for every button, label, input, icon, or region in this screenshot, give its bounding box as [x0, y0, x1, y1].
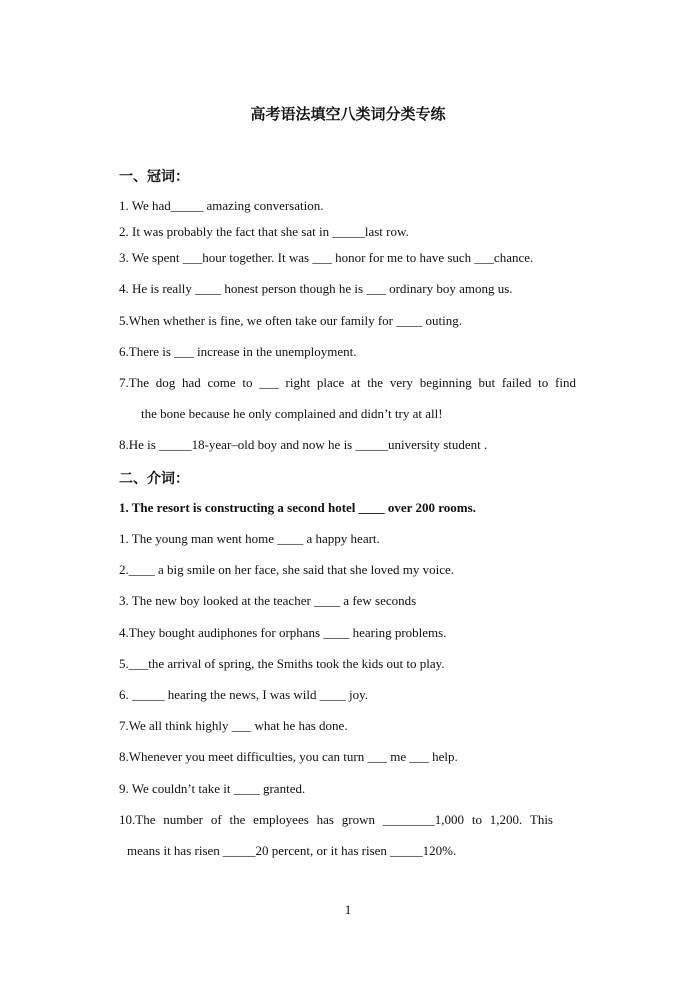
section-heading-prepositions: 二、介词：: [119, 471, 189, 487]
preposition-question-7: 7.We all think highly ___ what he has done.: [119, 718, 348, 733]
article-question-4: 4. He is really ____ honest person though he is ___ ordinary boy among us.: [119, 281, 513, 296]
preposition-question-10: 10.The number of the employees has grown ________1,000 to 1,200. This: [119, 812, 553, 827]
article-question-3: 3. We spent ___hour together. It was ___ honor for me to have such ___chance.: [119, 250, 534, 265]
preposition-question-10-continued: means it has risen _____20 percent, or it has risen _____120%.: [127, 843, 457, 858]
preposition-question-8: 8.Whenever you meet difficulties, you can turn ___ me ___ help.: [119, 749, 458, 764]
preposition-example: 1. The resort is constructing a second hotel ____ over 200 rooms.: [119, 500, 476, 515]
preposition-question-1: 1. The young man went home ____ a happy heart.: [119, 531, 380, 546]
section-heading-articles: 一、冠词：: [119, 169, 189, 185]
preposition-question-5: 5.___the arrival of spring, the Smiths took the kids out to play.: [119, 656, 445, 671]
article-question-7: 7.The dog had come to ___ right place at the very beginning but failed to find: [119, 375, 576, 390]
article-question-2: 2. It was probably the fact that she sat in _____last row.: [119, 224, 409, 239]
article-question-6: 6.There is ___ increase in the unemployment.: [119, 344, 357, 359]
article-question-7-continued: the bone because he only complained and didn’t try at all!: [141, 406, 443, 421]
document-title: 高考语法填空八类词分类专练: [250, 105, 446, 123]
preposition-question-4: 4.They bought audiphones for orphans ____ hearing problems.: [119, 625, 447, 640]
preposition-question-2: 2.____ a big smile on her face, she said that she loved my voice.: [119, 562, 455, 577]
preposition-question-9: 9. We couldn’t take it ____ granted.: [119, 781, 306, 796]
article-question-8: 8.He is _____18-year–old boy and now he is _____university student .: [119, 437, 488, 452]
preposition-question-3: 3. The new boy looked at the teacher ____ a few seconds: [119, 593, 417, 608]
preposition-question-6: 6. _____ hearing the news, I was wild ____ joy.: [119, 687, 369, 702]
article-question-5: 5.When whether is fine, we often take our family for ____ outing.: [119, 313, 462, 328]
page-number: 1: [344, 902, 352, 917]
article-question-1: 1. We had_____ amazing conversation.: [119, 198, 324, 213]
